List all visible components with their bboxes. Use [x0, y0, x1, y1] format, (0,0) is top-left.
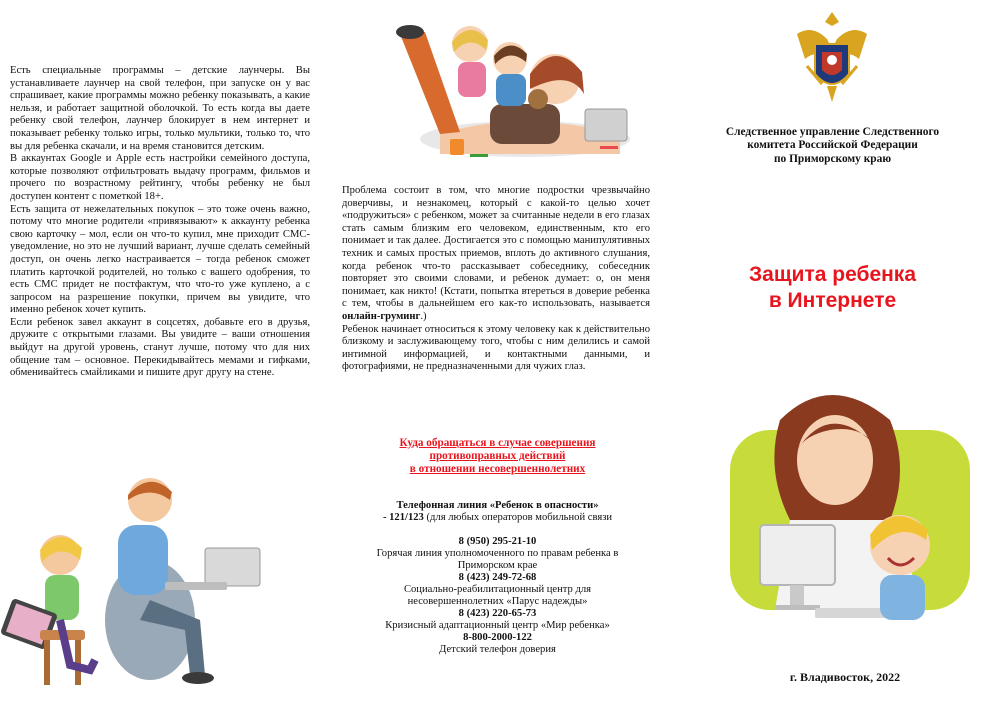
title-line: Защита ребенка: [748, 263, 916, 286]
left-panel: [0, 0, 330, 709]
paragraph-text: Проблема состоит в том, что многие подростки чрезвычайно доверчивы, и незнакомец, который с какой-то целью хочет «подружиться» с ребенком, может за считанные недели в его глазах стать самым близким его человеком, единственным, кто его понимает и так далее. Достигается это с помощью манипулятивных техник и самых простых приемов, вплоть до активного слушания, когда ребенок что-то рассказывает собеседнику, собеседник повторяет это своими словами, и ребенок думает: о, он меня понимает, как никто! (Кстати, попытка втереться в доверие ребенка с тем, чтобы в дальнейшем его как-то использовать, называется: [342, 185, 650, 310]
brochure-title: [675, 262, 990, 314]
contact-phone: 8 (423) 249-72-68: [458, 572, 537, 583]
title-line: в Интернете: [768, 289, 897, 312]
grooming-term: онлайн-груминг: [342, 310, 421, 322]
contact-phone: 8 (423) 220-65-73: [458, 608, 537, 619]
middle-panel: [330, 0, 665, 709]
left-text: [10, 65, 310, 380]
contact-phone: 8 (950) 295-21-10: [458, 536, 537, 547]
contact-desc: Кризисный адаптационный центр «Мир ребенка»: [385, 620, 610, 631]
investigative-committee-emblem-icon: [787, 4, 877, 108]
hotline-title: Телефонная линия «Ребенок в опасности»: [396, 500, 599, 511]
help-heading-line: Куда обращаться в случае совершения: [399, 437, 596, 449]
family-with-laptop-illustration: [370, 14, 635, 164]
paragraph: Ребенок начинает относиться к этому человеку как к действительно близкому и заслуживающему того, чтобы с ним делились и самой интимной информацией, и контактными данными, и фотографиями, не предназначенными для чужих глаз.: [342, 323, 650, 373]
cover-panel: [665, 0, 1000, 709]
org-line: Следственное управление Следственного: [725, 126, 940, 138]
children-with-devices-illustration: [0, 470, 290, 700]
contact-desc: Социально-реабилитационный центр для несовершеннолетних «Парус надежды»: [403, 584, 592, 607]
grooming-text: [342, 185, 650, 374]
paragraph: Есть защита от нежелательных покупок – это тоже очень важно, потому что многие родители «привязывают» к аккаунту ребенка свою карточку – мол, если он что-то купил, мне приходит СМС-уведомление, но это не лучший вариант, лучше сделать семейный доступ, он очень легко настраивается – тогда ребенок сможет платить карточкой родителей, но только с вашего одобрения, то есть СМС придет не постфактум, что что-то уже куплено, а с запросом на разрешение покупки, причем вы увидите, что именно ребенок хочет купить.: [10, 203, 310, 316]
contact-phone: 8-800-2000-122: [463, 632, 532, 643]
contact-desc: Детский телефон доверия: [439, 644, 556, 655]
paragraph: Есть специальные программы – детские лаунчеры. Вы устанавливаете лаунчер на свой телефон, при запуске он у вас спрашивает, какие программы можно ребенку показывать, а какие нельзя, и работает защитной оболочкой. То есть когда вы даете ребенку свой телефон, лаунчер блокирует в нем интернет и показывает ребенку только игры, только мультики, только то, что вы для ребенка скачали, и на время становится детским.: [10, 65, 310, 152]
help-heading-line: противоправных действий: [429, 450, 566, 462]
help-heading: [330, 437, 665, 476]
mother-and-child-at-computer-illustration: [720, 380, 990, 660]
contact-desc: Горячая линия уполномоченного по правам ребенка в Приморском крае: [376, 548, 619, 571]
paragraph-end: .): [420, 310, 427, 322]
help-heading-line: в отношении несовершеннолетних: [409, 463, 586, 475]
hotline-number: - 121/123: [382, 512, 424, 523]
paragraph: [342, 185, 650, 324]
hotline-note: (для любых операторов мобильной связи: [423, 512, 613, 523]
organization-name: [675, 126, 990, 166]
paragraph: В аккаунтах Google и Apple есть настройки семейного доступа, которые позволяют отфильтровать выдачу программ, фильмов и прочего по возрастному рейтингу, чтобы ребенку не был доступен контент с пометкой 18+.: [10, 153, 310, 202]
hotline-numbers: [330, 512, 665, 524]
org-line: комитета Российской Федерации: [747, 139, 918, 152]
paragraph: Если ребенок завел аккаунт в соцсетях, добавьте его в друзья, дружите с открытыми глазами. Вы увидите – ваши отношения выйдут на другой уровень, станут лучше, потому что для них общение там – основное. Перекидывайтесь мемами и гифками, обменивайтесь смайликами и пишите друг другу на стене.: [10, 316, 310, 379]
city-year: г. Владивосток, 2022: [789, 670, 901, 684]
contacts-list: [330, 500, 665, 656]
org-line: по Приморскому краю: [773, 152, 892, 165]
